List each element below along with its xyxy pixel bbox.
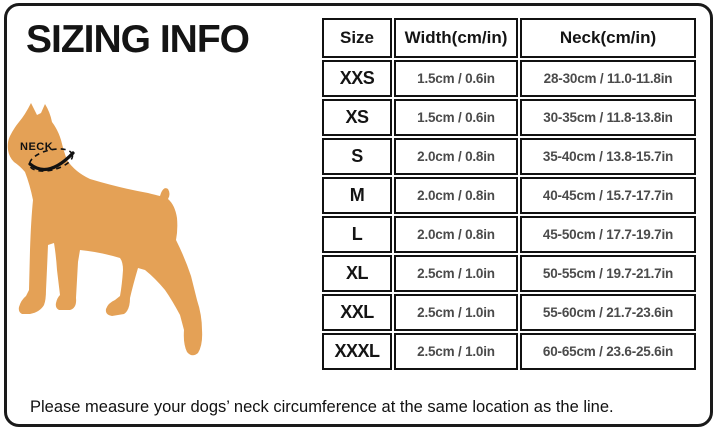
width-cell: 2.5cm / 1.0in <box>394 255 518 292</box>
header-width: Width(cm/in) <box>394 18 518 58</box>
table-row <box>322 216 696 253</box>
neck-cell: 60-65cm / 23.6-25.6in <box>520 333 696 370</box>
width-cell: 2.5cm / 1.0in <box>394 333 518 370</box>
header-row <box>322 18 696 58</box>
width-cell: 2.0cm / 0.8in <box>394 216 518 253</box>
dog-illustration <box>0 98 250 368</box>
width-cell: 1.5cm / 0.6in <box>394 99 518 136</box>
width-cell: 1.5cm / 0.6in <box>394 60 518 97</box>
page-title: SIZING INFO <box>26 18 249 61</box>
neck-cell: 35-40cm / 13.8-15.7in <box>520 138 696 175</box>
size-cell: XL <box>322 255 392 292</box>
neck-cell: 45-50cm / 17.7-19.7in <box>520 216 696 253</box>
header-neck: Neck(cm/in) <box>520 18 696 58</box>
size-table-header <box>322 18 696 58</box>
neck-cell: 55-60cm / 21.7-23.6in <box>520 294 696 331</box>
neck-cell: 28-30cm / 11.0-11.8in <box>520 60 696 97</box>
neck-cell: 40-45cm / 15.7-17.7in <box>520 177 696 214</box>
size-cell: XXXL <box>322 333 392 370</box>
neck-cell: 50-55cm / 19.7-21.7in <box>520 255 696 292</box>
table-row <box>322 255 696 292</box>
table-row <box>322 333 696 370</box>
neck-label: NECK <box>20 141 54 153</box>
width-cell: 2.0cm / 0.8in <box>394 138 518 175</box>
size-cell: L <box>322 216 392 253</box>
size-table <box>320 16 698 372</box>
size-cell: XXS <box>322 60 392 97</box>
table-row <box>322 177 696 214</box>
dog-silhouette-svg <box>0 98 250 368</box>
size-cell: XXL <box>322 294 392 331</box>
table-row <box>322 99 696 136</box>
table-row <box>322 138 696 175</box>
size-cell: S <box>322 138 392 175</box>
size-cell: XS <box>322 99 392 136</box>
width-cell: 2.0cm / 0.8in <box>394 177 518 214</box>
table-row <box>322 294 696 331</box>
header-size: Size <box>322 18 392 58</box>
size-table-body <box>322 60 696 370</box>
table-row <box>322 60 696 97</box>
neck-cell: 30-35cm / 11.8-13.8in <box>520 99 696 136</box>
measure-note: Please measure your dogs’ neck circumference at the same location as the line. <box>30 398 614 416</box>
size-cell: M <box>322 177 392 214</box>
width-cell: 2.5cm / 1.0in <box>394 294 518 331</box>
